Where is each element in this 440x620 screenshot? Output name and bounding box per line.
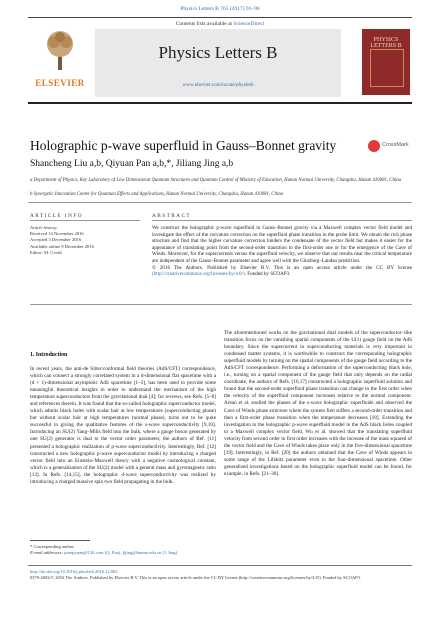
sciencedirect-link[interactable]: ScienceDirect: [233, 21, 265, 27]
contents-prefix: Contents lists available at: [175, 21, 233, 27]
history-label: Article history:: [30, 225, 58, 230]
email-addresses[interactable]: panqiyuan@126.com (Q. Pan), jljing@hunnu.edu.cn (J. Jing).: [64, 550, 179, 556]
email-label: E-mail addresses:: [30, 550, 64, 556]
footnote-rule: [30, 540, 90, 541]
affiliation-rule: [28, 202, 412, 203]
publisher-wordmark: ELSEVIER: [35, 78, 85, 88]
tree-icon: [44, 30, 76, 70]
header-rule: [28, 17, 412, 18]
bottom-rule: [28, 565, 412, 566]
history-editor: Editor: M. Cvetič: [30, 249, 63, 255]
history-received: Received 13 November 2016: [30, 231, 84, 237]
author-list: Shancheng Liu a,b, Qiyuan Pan a,b,*, Jiliang Jing a,b: [30, 159, 234, 169]
email-line: [30, 550, 216, 556]
doi-block: [30, 569, 414, 581]
funded-text: . Funded by SCOAP3.: [244, 271, 291, 278]
contents-line: [130, 21, 310, 27]
journal-reference[interactable]: Physics Letters B 765 (2017) 91–96: [180, 6, 260, 12]
abstract-rule: [152, 220, 412, 221]
crossmark-icon: [368, 140, 380, 152]
elsevier-logo: [30, 30, 90, 96]
masthead-rule: [28, 102, 412, 104]
journal-cover[interactable]: [362, 29, 410, 95]
affiliation-a: a Department of Physics, Key Laboratory of Low Dimensional Quantum Structures and Quantum Control of Ministry of Education, Hunan Normal University, Changsha, Hunan 410081, China: [30, 178, 401, 183]
license-text: © 2016 The Authors. Published by Elsevier B.V. This is an open access article under the CC BY license: [152, 264, 412, 271]
abstract-text: We construct the holographic p-wave superfluid in Gauss–Bonnet gravity via a Maxwell complex vector field model and investigate the effect of the curvature correction on the superfluid phase transition in the probe limit. We obtain the rich phase structure and find that the higher curvature correction hinders the condensate of the vector field but makes it easier for the appearance of translating point from the second-order transition to the first-order one or for the emergence of the Cave of Winds. Moreover, for the supercurrents versus the superfluid velocity, we observe that our results near the critical temperature are independent of the Gauss–Bonnet parameter and agree well with the Ginzburg–Landau prediction.: [152, 225, 412, 264]
abstract-heading: ABSTRACT: [152, 213, 192, 219]
journal-homepage: [95, 82, 341, 88]
info-rule: [30, 220, 140, 221]
homepage-link[interactable]: www.elsevier.com/locate/physletb: [182, 82, 254, 88]
history-online: Available online 9 December 2016: [30, 243, 94, 249]
cover-frame: [370, 49, 404, 87]
abstract-body: [152, 225, 412, 278]
article-info-heading: ARTICLE INFO: [30, 213, 83, 219]
cover-title: PHYSICS LETTERS B: [370, 37, 402, 49]
affiliation-b: b Synergetic Innovation Center for Quantum Effects and Applications, Hunan Normal University, Changsha, Hunan 410081, China: [30, 192, 284, 197]
article-history: [30, 225, 140, 256]
copyright-line: 0370-2693/© 2016 The Authors. Published by Elsevier B.V. This is an open access article under the CC BY license (http://creativecommons.org/licenses/by/4.0/). Funded by SCOAP3.: [30, 575, 362, 581]
journal-title: Physics Letters B: [158, 43, 278, 62]
corresponding-author: * Corresponding author.: [30, 544, 75, 549]
intro-left-column: In recent years, the anti-de Sitter/conformal field theories (AdS/CFT) correspondence, which can connect a strongly correlated system in a d-dimensional flat spacetime with a (d + 1)-dimensional asymptotic AdS spacetime [1–3], has been used to provide some meaningful theoretical insights in order to understand the mechanism of the high temperature superconductors from the gravitational dual [4]; for reviews, see Refs. [5–8] and references therein. It was found that the so-called holographic superconductor model, which admits black holes with scalar hair at low temperatures (superconducting phase) but without scalar hair at high temperatures (normal phase), turns out to be quite successful in giving the qualitative features of the s-wave superconductivity [9,10]. Introducing an SU(2) Yang–Mills field into the bulk, where a gauge boson generated by one SU(2) generator is dual to the vector order parameter, the authors of Ref. [11] presented a holographic realization of p-wave superconductivity. Interestingly, Ref. [12] constructed a new holographic p-wave superconductor model by introducing a charged vector field into an Einstein–Maxwell theory with a negative cosmological constant, which is a generalization of the SU(2) model with a general mass and gyromagnetic ratio [13]. In Refs. [14,15], the holographic d-wave superconductivity was realized by introducing a charged massive spin two field propagating in the bulk.: [30, 366, 216, 485]
history-accepted: Accepted 3 December 2016: [30, 237, 82, 243]
doi-link[interactable]: http://dx.doi.org/10.1016/j.physletb.2016.12.003: [30, 569, 118, 574]
abstract-bottom-rule: [30, 304, 412, 305]
section-heading-introduction: 1. Introduction: [30, 352, 68, 358]
article-title: Holographic p-wave superfluid in Gauss–Bonnet gravity: [30, 138, 337, 153]
crossmark-label: CrossMark: [382, 142, 409, 148]
intro-right-column: The aforementioned works on the gravitational dual models of the superconductor–like transition focus on the vanishing spatial components of the U(1) gauge field on the AdS boundary. Since the supercurrent in superconducting materials is very important in condensed matter systems, it is worthwhile to construct the corresponding holographic superfluid models by turning on the spatial components of the gauge field according to the AdS/CFT correspondence. Performing a deformation of the superconducting black hole, i.e., turning on a spatial component of the gauge field that only depends on the radial coordinate, the authors of Refs. [16,17] constructed a holographic superfluid solution and found that the second-order superfluid phase transition can change to the first order when the velocity of the superfluid component increases relative to the normal component. Arean et al. studied the phases of the s-wave holographic superfluids and observed the Cave of Winds phase structure where the system first suffers a second-order transition and then a first-order phase transition when the temperature decreases [18]. Extending the investigation to the holographic p-wave superfluid model in the AdS black holes coupled to a Maxwell complex vector field, Wu et al. showed that the translating superfluid velocity from second order to first order increases with the increase of the mass squared of the vector field and the Cave of Winds takes place only in the five-dimensional spacetime [19]. Interestingly, in Ref. [20] the authors obtained that the Cave of Winds appears in some range of the Lifshitz parameter even in the four-dimensional spacetime. Other generalized investigations based on the holographic superfluid model can be found, for example, in Refs. [21–30].: [224, 330, 412, 477]
crossmark-badge[interactable]: [368, 140, 412, 154]
footnote: [30, 544, 216, 557]
license-link[interactable]: (http://creativecommons.org/licenses/by/4.0/): [152, 271, 245, 278]
